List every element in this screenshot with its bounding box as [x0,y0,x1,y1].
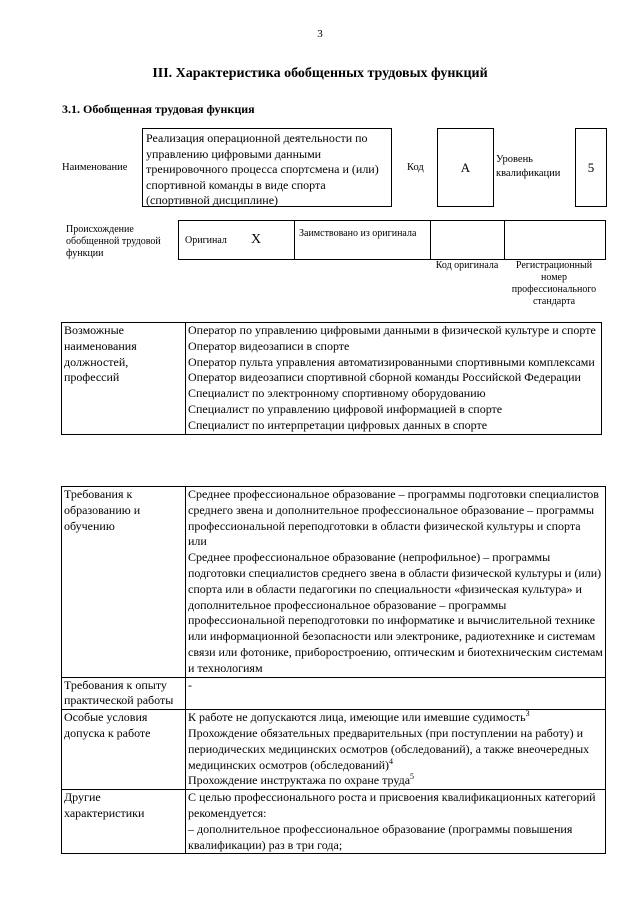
position-item: Оператор видеозаписи в спорте [188,338,350,353]
code-original-caption: Код оригинала [435,260,499,271]
level-value-box [575,128,607,207]
education-value [186,487,606,678]
code-value-box [437,128,494,207]
other-label: Другие характеристики [62,790,186,854]
other-item: С целью профессионального роста и присвоения квалификационных категорий рекомендуется: [188,790,596,820]
origin-label: Происхождение обобщенной трудовой функции [66,224,161,259]
education-or: или [188,534,207,549]
positions-table [61,322,602,435]
education-text-1: Среднее профессиональное образование – программы подготовки специалистов среднего звена и дополнительное профессиональное образование – программы профессиональной переподготовки в области физической культуры и спорта [188,487,599,533]
position-item: Специалист по управлению цифровой информацией в спорте [188,401,503,416]
footnote-ref: 5 [410,772,415,782]
name-value: Реализация операционной деятельности по управлению цифровыми данными тренировочного процесса спортсмена и (или) спортивной команды в виде спорта (спортивной дисциплине) [146,131,379,207]
code-original-cell [431,221,505,259]
page-number: 3 [317,28,323,40]
conditions-label: Особые условия допуска к работе [62,710,186,790]
position-item: Оператор по управлению цифровыми данными в физической культуре и спорте [188,323,596,337]
position-item: Оператор пульта управления автоматизированными спортивными комплексами [188,354,595,369]
education-label: Требования к образованию и обучению [62,487,186,678]
experience-value: - [186,677,606,710]
requirements-table [61,486,606,854]
original-mark: X [251,232,262,247]
positions-list [186,323,602,435]
code-label: Код [407,162,424,173]
condition-item: К работе не допускаются лица, имеющие или имевшие судимость$^3$ [188,709,530,725]
education-text-2: Среднее профессиональное образование (непрофильное) – программы подготовки специалистов среднего звена в области физической культуры и (или) спорта или в области педагогики по специальности «физическая культура» и дополнительное профессиональное образование – программы профессиональной переподготовки по информатике и вычислительной технике или информационной безопасности или электронике, радиотехнике и системам связи или фотонике, приборостроению, оптическим и биотехническим системам и технологиям [188,550,603,675]
footnote-ref: 4 [389,756,394,766]
position-item: Оператор видеозаписи спортивной сборной команды Российской Федерации [188,370,581,385]
footnote-ref: 3 [525,709,530,719]
level-value: 5 [587,159,595,175]
name-value-box [142,128,392,207]
level-label: Уровень квалификации [496,154,561,179]
section-title: III. Характеристика обобщенных трудовых функций [152,66,488,81]
borrowed-cell [295,221,431,259]
positions-label: Возможные наименования должностей, профессий [62,323,186,435]
name-label: Наименование [62,162,128,173]
borrowed-label: Заимствовано из оригинала [299,228,417,239]
condition-item: Прохождение инструктажа по охране труда$^5$ [188,772,415,788]
reg-number-caption: Регистрационный номер профессионального стандарта [511,260,597,307]
origin-row [178,220,606,260]
other-value [186,790,606,854]
original-label: Оригинал [185,235,227,246]
conditions-value [186,710,606,790]
position-item: Специалист по интерпретации цифровых данных в спорте [188,417,488,432]
reg-number-cell [505,221,605,259]
condition-item: Прохождение обязательных предварительных (при поступлении на работу) и периодических медицинских осмотров (обследований), а также внеочередных медицинских осмотров (обследований)$^4$ [188,725,590,772]
experience-label: Требования к опыту практической работы [62,677,186,710]
code-value: A [460,159,471,175]
subsection-title: 3.1. Обобщенная трудовая функция [62,102,255,116]
position-item: Специалист по электронному спортивному оборудованию [188,386,486,401]
other-item: – дополнительное профессиональное образование (программы повышения квалификации) раз в три года; [188,821,573,852]
original-cell [179,221,295,259]
